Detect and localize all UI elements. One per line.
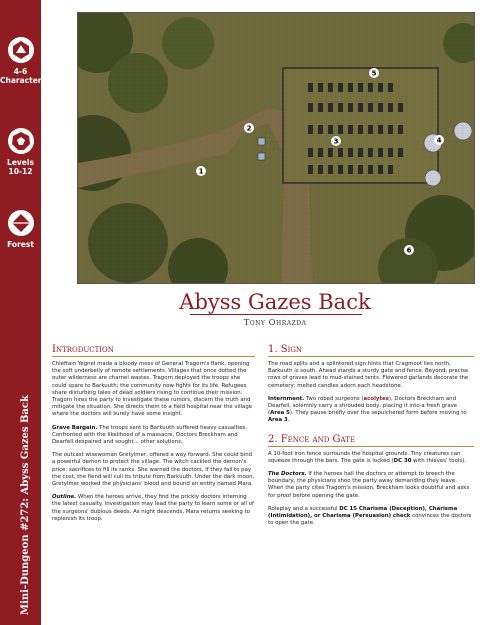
sign-paragraph-2: Internment. Two robed surgeons (acolytes), Doctors Breckham and Dearfell, solemnly carry a shrouded body, placing it into a fresh grave (Area 5). They pause briefly over the sepulchered form before moving to Area 3. <box>268 395 467 424</box>
charisma-check-ref: DC 15 Charisma (Deception), Charisma (Intimidation), or Charisma (Persuasion) check <box>268 505 458 520</box>
adventure-series-title: Mini-Dungeon #272: Abyss Gazes Back <box>20 395 31 615</box>
internment-lead: Internment. <box>268 395 305 402</box>
intro-paragraph-2: Grave Bargain. The troops sent to Barkuuth suffered heavy casualties. Confronted with the likelihood of a massacre, Doctors Breckham and Dearfell despaired and sought… other solutions. <box>52 424 248 446</box>
svg-text:5: 5 <box>371 69 377 78</box>
d12-die-icon <box>8 128 34 154</box>
intro-paragraph-3: The outcast wisewoman Gretylmer, offered a way forward. She could bind a powerful demon to protect the village. The witch cackled the demon's price: sacrifices to fill its ranks. She warned the doctors, if they fail to pay the cost, the fiend will cull its tribute from Barkuuth. Under the dark moon, Gretylmer worked the physicians' blood and bound an entity named Mara. <box>52 452 255 488</box>
dc-30-ref: DC 30 <box>393 457 412 464</box>
sidebar-environment <box>0 210 41 249</box>
adventure-title: Abyss Gazes Back <box>179 290 371 314</box>
environment-label: Forest <box>7 240 34 249</box>
battle-map <box>77 12 475 284</box>
svg-text:1: 1 <box>198 167 204 176</box>
sign-paragraph-1: The road splits and a splintered sign hints that Cragmoot lies north, Barkuuth is south. Ahead stands a sturdy gate and fence. Beyond, precise rows of graves lead to mud-stained tents. Flowered garlands decorate the cemetery; melted candles adorn each headstone. <box>268 361 469 389</box>
svg-text:6: 6 <box>406 246 412 255</box>
svg-text:3: 3 <box>333 137 339 146</box>
d20-die-icon <box>8 37 34 63</box>
sign-heading: 1. Sign <box>268 344 474 357</box>
levels-label: Levels <box>7 158 34 167</box>
fence-paragraph-1: A 10-foot iron fence surrounds the hospital grounds. Tiny creatures can squeeze through the bars. The gate is locked (DC 30 with thieves' tools). <box>268 450 467 464</box>
characters-label: Characters <box>0 76 46 85</box>
intro-paragraph-1: Chieftain Yegnel made a bloody mess of General Tragorn's flank, opening the soft underbelly of remote settlements. Villages that once dotted the outer wilderness are charnel wastes. Tragorn deployed the troops she could spare to Barkuuth; the community now fights for its life. Refugees share disturbing tales of dead soldiers rising to continue their mission. Tragorn hires the party to investigate these rumors, discern the truth and mitigate the situation. She directs them to a field hospital near the village where the doctors will surely have some insight. <box>52 361 253 418</box>
acolytes-link[interactable]: acolytes <box>363 395 389 402</box>
svg-text:4: 4 <box>436 136 442 145</box>
area-3-ref: Area 3 <box>268 417 288 424</box>
intro-paragraph-4: Outline. When the heroes arrive, they find the prickly doctors interning the latest casualty. Investigation may lead the party to learn some or all of the surgeons' dubious deeds. As night descends, Mara returns seeking to replenish its troop. <box>52 494 254 522</box>
sidebar-vertical-title <box>0 380 41 620</box>
fence-paragraph-2: The Doctors. If the heroes hail the doctors or attempt to breech the boundary, the physicians shoo the party away demanding they leave. When the party cites Tragorn's mission, Breckham looks doubtful and asks for proof before opening the gate. <box>268 471 470 499</box>
map-marker-6 <box>404 245 414 255</box>
d8-die-icon <box>8 210 34 236</box>
grave-bargain-lead: Grave Bargain. <box>52 424 98 431</box>
map-marker-1 <box>196 166 206 176</box>
svg-text:2: 2 <box>246 124 252 133</box>
levels-range: 10-12 <box>8 167 33 176</box>
map-marker-4 <box>434 135 444 145</box>
sidebar-levels <box>0 128 41 176</box>
introduction-heading: Introduction <box>52 344 255 357</box>
right-column <box>268 344 474 533</box>
map-marker-2 <box>244 123 254 133</box>
characters-count: 4-6 <box>13 67 28 76</box>
left-column <box>52 344 255 529</box>
fence-paragraph-3: Roleplay and a successful DC 15 Charisma (Deception), Charisma (Intimidation), or Charisma (Persuasion) check convinces the doctors to open the gate. <box>268 505 472 527</box>
outline-lead: Outline. <box>52 494 77 501</box>
fence-gate-heading: 2. Fence and Gate <box>268 434 474 447</box>
sidebar <box>0 0 46 625</box>
map-marker-5 <box>369 68 379 78</box>
author-name: Tony Ohrazda <box>243 318 307 328</box>
map-marker-3 <box>331 136 341 146</box>
doctors-lead: The Doctors. <box>268 471 307 478</box>
title-divider <box>190 314 362 315</box>
sidebar-characters <box>0 37 46 85</box>
area-5-ref: Area 5 <box>270 410 290 417</box>
